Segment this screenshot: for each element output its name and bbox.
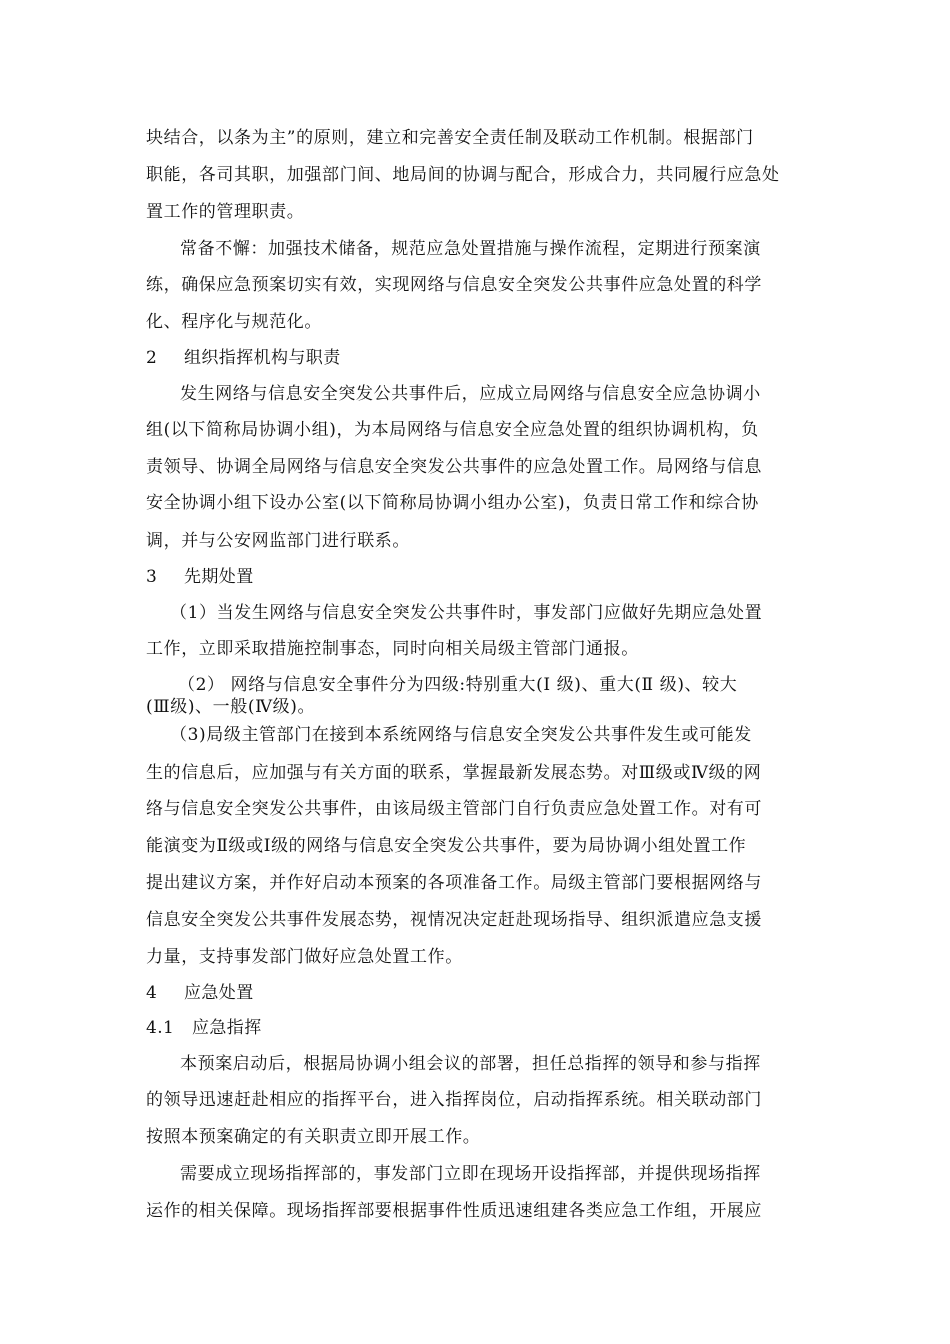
paragraph-line: 按照本预案确定的有关职责立即开展工作。 <box>146 1127 481 1147</box>
paragraph-line: （3)局级主管部门在接到本系统网络与信息安全突发公共事件发生或可能发 <box>170 725 752 745</box>
section-title: 组织指挥机构与职责 <box>184 348 341 368</box>
paragraph-line: 的领导迅速赶赴相应的指挥平台，进入指挥岗位，启动指挥系统。相关联动部门 <box>146 1090 762 1110</box>
paragraph-line: 运作的相关保障。现场指挥部要根据事件性质迅速组建各类应急工作组，开展应 <box>146 1201 762 1221</box>
paragraph-line: 责领导、协调全局网络与信息安全突发公共事件的应急处置工作。局网络与信息 <box>146 457 762 477</box>
section-title: 应急指挥 <box>192 1018 262 1038</box>
paragraph-line: 能演变为Ⅱ级或Ⅰ级的网络与信息安全突发公共事件，要为局协调小组处置工作 <box>146 836 747 856</box>
section-title: 先期处置 <box>184 567 254 587</box>
paragraph-line: 组(以下简称局协调小组)，为本局网络与信息安全应急处置的组织协调机构，负 <box>146 420 759 440</box>
section-title: 应急处置 <box>184 983 254 1003</box>
paragraph-line: (Ⅲ级)、一般(Ⅳ级)。 <box>146 697 316 717</box>
section-heading <box>146 347 341 369</box>
paragraph-line: 本预案启动后，根据局协调小组会议的部署，担任总指挥的领导和参与指挥 <box>180 1054 761 1074</box>
section-number: 2 <box>146 348 158 368</box>
paragraph-line: 块结合，以条为主”的原则，建立和完善安全责任制及联动工作机制。根据部门 <box>146 128 754 148</box>
paragraph-line: 工作，立即采取措施控制事态，同时向相关局级主管部门通报。 <box>146 639 639 659</box>
paragraph-line: 练，确保应急预案切实有效，实现网络与信息安全突发公共事件应急处置的科学 <box>146 275 762 295</box>
paragraph-line: 常备不懈：加强技术储备，规范应急处置措施与操作流程，定期进行预案演 <box>180 239 761 259</box>
paragraph-line: 发生网络与信息安全突发公共事件后，应成立局网络与信息安全应急协调小 <box>180 384 761 404</box>
paragraph-line: 提出建议方案，并作好启动本预案的各项准备工作。局级主管部门要根据网络与 <box>146 873 762 893</box>
paragraph-line: 置工作的管理职责。 <box>146 202 305 222</box>
paragraph-line: 生的信息后，应加强与有关方面的联系，掌握最新发展态势。对Ⅲ级或Ⅳ级的网 <box>146 763 762 783</box>
paragraph-line: 安全协调小组下设办公室(以下简称局协调小组办公室)，负责日常工作和综合协 <box>146 493 759 513</box>
paragraph-line: （2） 网络与信息安全事件分为四级:特别重大(Ⅰ 级)、重大(Ⅱ 级)、较大 <box>178 675 738 695</box>
section-number: 4 <box>146 983 158 1003</box>
paragraph-line: 化、程序化与规范化。 <box>146 312 322 332</box>
subsection-heading <box>146 1017 262 1039</box>
paragraph-line: 调，并与公安网监部门进行联系。 <box>146 531 410 551</box>
paragraph-line: 力量，支持事发部门做好应急处置工作。 <box>146 947 463 967</box>
section-heading <box>146 566 254 588</box>
paragraph-line: 信息安全突发公共事件发展态势，视情况决定赶赴现场指导、组织派遣应急支援 <box>146 910 762 930</box>
section-heading <box>146 982 254 1004</box>
section-number: 3 <box>146 567 158 587</box>
section-number: 4.1 <box>146 1018 175 1038</box>
paragraph-line: 需要成立现场指挥部的，事发部门立即在现场开设指挥部，并提供现场指挥 <box>180 1164 761 1184</box>
paragraph-line: 络与信息安全突发公共事件，由该局级主管部门自行负责应急处置工作。对有可 <box>146 799 762 819</box>
paragraph-line: 职能，各司其职，加强部门间、地局间的协调与配合，形成合力，共同履行应急处 <box>146 165 780 185</box>
paragraph-line: （1）当发生网络与信息安全突发公共事件时，事发部门应做好先期应急处置 <box>170 603 763 623</box>
